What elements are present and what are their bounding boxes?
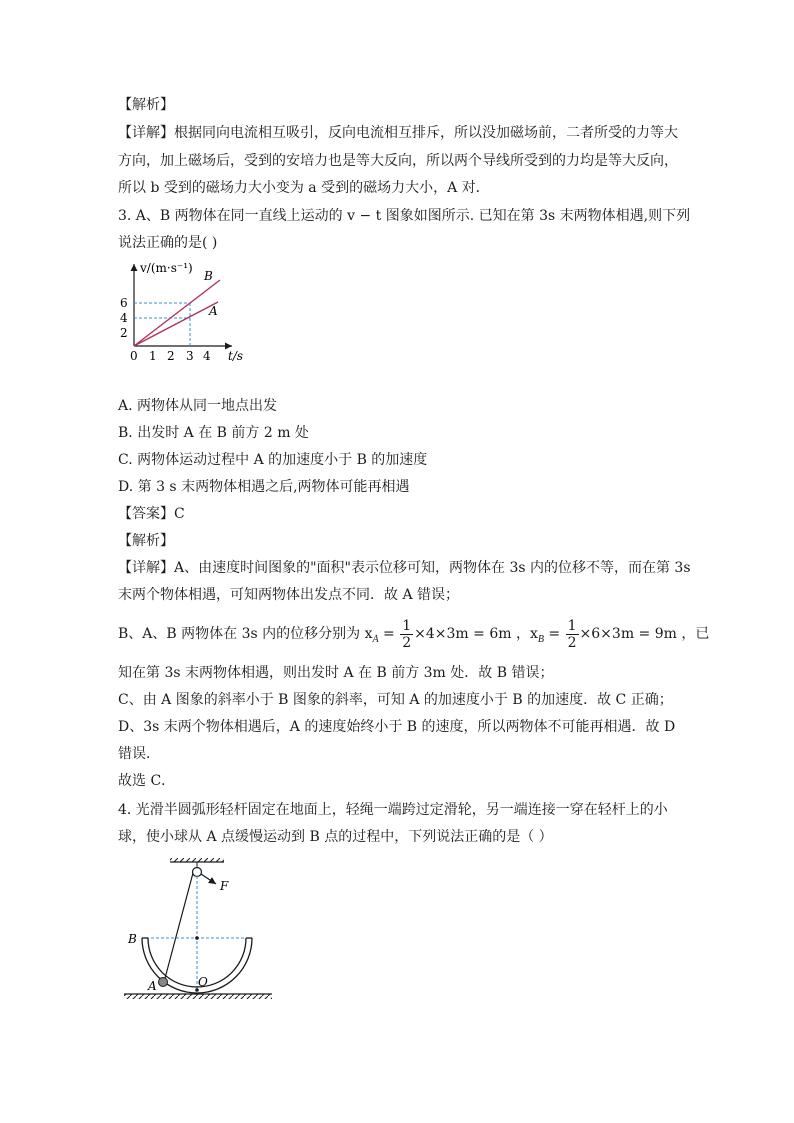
rope [164,873,193,982]
detail-line: D、3s 末两个物体相遇后，A 的速度始终小于 B 的速度，所以两物体不可能再相遇．故 D [118,719,676,735]
label-f: F [220,879,229,893]
analysis-header: 【解析】 [118,97,174,113]
question-4-stem: 4. 光滑半圆弧形轻杆固定在地面上，轻绳一端跨过定滑轮，另一端连接一穿在轻杆上的小 [118,802,668,818]
vt-graph [112,258,262,368]
ceiling-hatch [170,858,224,862]
option-a: A. 两物体从同一地点出发 [118,398,278,414]
y-axis-label: v/(m·s⁻¹) [140,261,193,275]
question-3-stem: 说法正确的是( ) [118,235,218,251]
question-3-stem: 3. A、B 两物体在同一直线上运动的 v − t 图象如图所示. 已知在第 3s 末两物体相遇,则下列 [118,208,691,224]
x-tick-label: 2 [167,349,175,363]
subscript: A [372,633,379,645]
detail-line: 【详解】A、由速度时间图象的"面积"表示位移可知，两物体在 3s 内的位移不等，而在第 3s [118,560,691,576]
detail-line: C、由 A 图象的斜率小于 B 图象的斜率，可知 A 的加速度小于 B 的加速度．故 C 正确； [118,692,673,708]
y-tick-label: 2 [120,326,128,340]
label-o: O [198,975,208,989]
detail-text: ×6×3m = 9m ，已 [579,626,710,642]
ground-hatch [124,994,272,999]
label-b: B [128,932,137,946]
label-a: A [148,979,157,993]
question-4-stem: 球，使小球从 A 点缓慢运动到 B 点的过程中，下列说法正确的是（ ） [118,829,553,845]
fraction-one-half: $\frac{1}{2}$ [402,617,412,651]
force-f-arrow [201,874,216,884]
line-a-label: A [209,304,218,318]
detail-text: B、A、B 两物体在 3s 内的位移分别为 x [118,626,373,642]
detail-line-with-fractions: B、A、B 两物体在 3s 内的位移分别为 $x_A$ = $\frac{1}{2}$ ×4×3m = 6m ，$x_B$ = $\frac{1}{2}$ ×6×3m = 9m ，已 [118,617,710,651]
conclusion: 故选 C． [118,773,176,789]
detail-line: 错误． [118,746,160,762]
x-tick-label: 0 [130,349,138,363]
analysis-header: 【解析】 [118,533,174,549]
option-b: B. 出发时 A 在 B 前方 2 m 处 [118,425,309,441]
line-b [134,280,220,346]
x-axis-label: t/s [228,349,244,363]
semicircle-rod-figure [118,858,278,1008]
subscript: B [537,633,544,645]
detail-line: 所以 b 受到的磁场力大小变为 a 受到的磁场力大小，A 对． [118,180,490,196]
line-b-label: B [204,269,213,283]
pulley [193,868,202,877]
answer: 【答案】C [118,506,185,522]
detail-line: 【详解】根据同向电流相互吸引，反向电流相互排斥，所以没加磁场前，二者所受的力等大 [118,125,678,141]
x-tick-label: 1 [149,349,157,363]
fraction-one-half: $\frac{1}{2}$ [567,617,577,651]
x-tick-label: 4 [203,349,211,363]
line-a [134,302,218,346]
detail-line: 知在第 3s 末两物体相遇，则出发时 A 在 B 前方 3m 处．故 B 错误； [118,665,554,681]
option-c: C. 两物体运动过程中 A 的加速度小于 B 的加速度 [118,452,428,468]
y-tick-label: 6 [120,296,128,310]
center-point [195,936,199,940]
ball [159,978,168,987]
x-tick-label: 3 [186,349,194,363]
y-tick-label: 4 [120,311,128,325]
detail-line: 末两个物体相遇，可知两物体出发点不同．故 A 错误； [118,587,460,603]
option-d: D. 第 3 s 末两物体相遇之后,两物体可能再相遇 [118,479,410,495]
detail-text: ×4×3m = 6m ，x [414,626,538,642]
detail-line: 方向，加上磁场后，受到的安培力也是等大反向，所以两个导线所受到的力均是等大反向， [118,153,678,169]
